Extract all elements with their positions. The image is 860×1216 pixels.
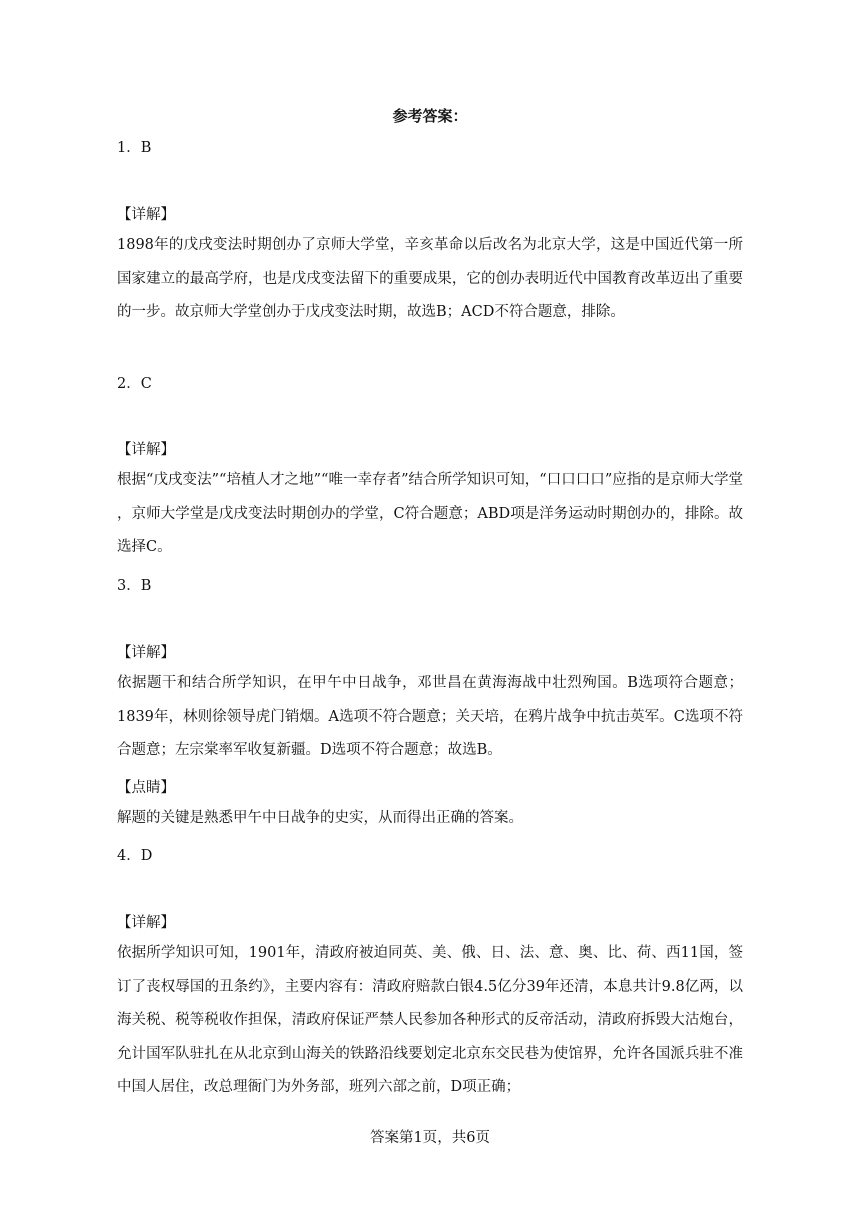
answer-2-detail-text: 根据“戊戌变法”“培植人才之地”“唯一幸存者”结合所学知识可知，“口口口口”应指的是京师大学堂 ，京师大学堂是戊戌变法时期创办的学堂，C符合题意；ABD项是洋务运动时期创办的，排除。故选择C。: [117, 472, 743, 555]
answer-key-title: 参考答案：: [392, 107, 468, 125]
page-footer: 答案第1页，共6页: [370, 1130, 490, 1146]
answer-4-detail-text: 依据所学知识可知，1901年，清政府被迫同英、美、俄、日、法、意、奥、比、荷、西11国，签订了丧权辱国的丑条约》，主要内容有：清政府赔款白银4.5亿分39年还清，本息共计9.8亿两，以海关税、税等税收作担保，清政府保证严禁人民参加各种形式的反帝活动，清政府拆毁大沽炮台，允计国军队驻扎在从北京到山海关的铁路沿线要划定北京东交民巷为使馆界，允许各国派兵驻不准中国人居住，改总理衙门为外务部，班列六部之前，D项正确；: [117, 945, 743, 1095]
answer-2-number: 2．C: [117, 376, 152, 392]
answer-1-detail-text: 1898年的戊戌变法时期创办了京师大学堂，辛亥革命以后改名为北京大学，这是中国近代第一所国家建立的最高学府，也是戊戌变法留下的重要成果，它的创办表明近代中国教育改革迈出了重要的一步。故京师大学堂创办于戊戌变法时期，故选B；ACD不符合题意，排除。: [117, 237, 743, 320]
answer-3-detail-text: 依据题干和结合所学知识，在甲午中日战争，邓世昌在黄海海战中壮烈殉国。B选项符合题意；1839年，林则徐领导虎门销烟。A选项不符合题意；关天培，在鸦片战争中抗击英军。C选项不符合题意；左宗棠率军收复新疆。D选项不符合题意；故选B。: [117, 675, 743, 758]
answer-4-detail-label: 【详解】: [117, 915, 175, 931]
answer-2-detail-label: 【详解】: [117, 442, 175, 458]
answer-4-number: 4．D: [117, 848, 153, 864]
answer-3-detail-label: 【详解】: [117, 645, 175, 661]
answer-1-detail-label: 【详解】: [117, 207, 175, 223]
answer-3-note-text: 解题的关键是熟悉甲午中日战争的史实，从而得出正确的答案。: [117, 810, 523, 826]
answer-1-number: 1．B: [117, 140, 152, 156]
answer-3-number: 3．B: [117, 578, 152, 594]
answer-3-note-label: 【点睛】: [117, 780, 175, 796]
